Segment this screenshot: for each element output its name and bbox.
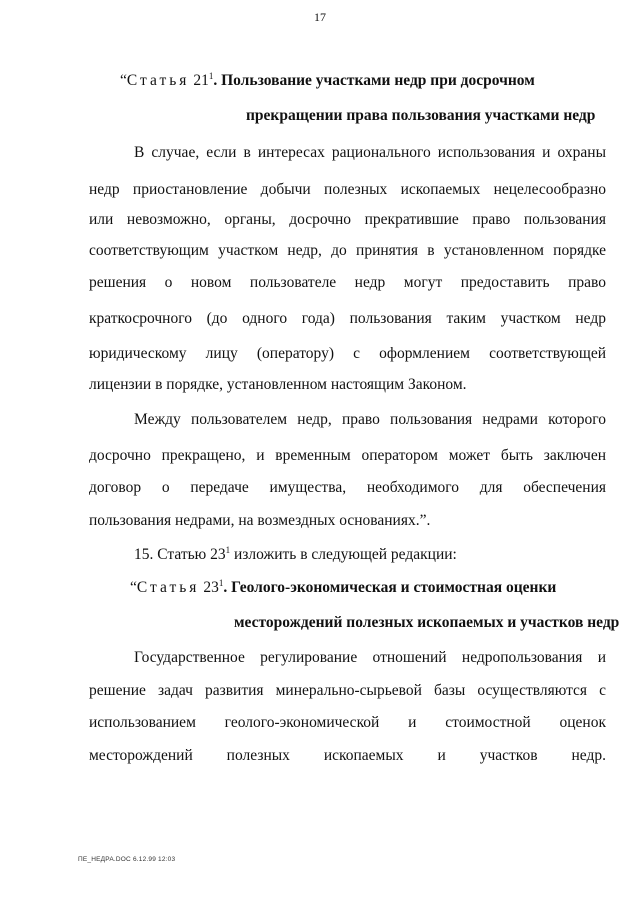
article-21-heading (120, 73, 535, 89)
article-23-title: . Геолого-экономическая и стоимостная оценки (223, 579, 557, 596)
paragraph-1-line: недр приостановление добычи полезных ископаемых нецелесообразно (89, 181, 606, 198)
paragraph-1-line: краткосрочного (до одного года) пользования таким участком недр (89, 310, 606, 327)
article-21-number: 21 (193, 72, 209, 89)
item-15-sup: 1 (225, 545, 231, 555)
paragraph-2-line: Между пользователем недр, право пользования недрами которого (134, 411, 606, 428)
paragraph-2-line: пользования недрами, на возмездных основаниях.”. (89, 512, 431, 529)
article-23-heading (130, 580, 556, 596)
paragraph-1-line: соответствующим участком недр, до принятия в установленном порядке (89, 242, 606, 259)
article-23-sup: 1 (218, 578, 224, 588)
article-23-title-continuation (234, 615, 619, 631)
article-21-open-quote: “ (120, 72, 127, 89)
article-21-title-continuation (246, 108, 595, 124)
paragraph-1-line: юридическому лицу (оператору) с оформлением соответствующей (89, 345, 606, 362)
article-23-prefix: Статья (136, 579, 200, 596)
paragraph-2-line: договор о передаче имущества, необходимого для обеспечения (89, 479, 606, 496)
article-23-title-cont: месторождений полезных ископаемых и участков недр (234, 614, 620, 631)
article-21-prefix: Статья (126, 72, 190, 89)
paragraph-1-line: или невозможно, органы, досрочно прекратившие право пользования (89, 211, 606, 228)
paragraph-2-line: досрочно прекращено, и временным оператором может быть заключен (89, 447, 606, 464)
paragraph-1-line: лицензии в порядке, установленном настоящим Законом. (89, 376, 467, 393)
item-15-after: изложить в следующей редакции: (230, 546, 457, 563)
paragraph-3-line: Государственное регулирование отношений недропользования и (134, 649, 606, 666)
article-21-sup: 1 (208, 71, 214, 81)
page-number: 17 (314, 10, 326, 24)
footer-filename: ПЕ_НЕДРА.DOC 6.12.99 12:03 (78, 856, 176, 863)
item-15 (134, 547, 457, 563)
paragraph-3-line: месторождений полезных ископаемых и участков недр. (89, 747, 606, 764)
paragraph-1-line: В случае, если в интересах рационального использования и охраны (134, 144, 606, 161)
item-15-before: 15. Статью 23 (134, 546, 226, 563)
article-21-title-cont: прекращении права пользования участками недр (246, 107, 596, 124)
paragraph-3-line: использованием геолого-экономической и стоимостной оценок (89, 714, 606, 731)
paragraph-3-line: решение задач развития минерально-сырьевой базы осуществляются с (89, 682, 606, 699)
article-23-number: 23 (203, 579, 219, 596)
article-23-open-quote: “ (130, 579, 137, 596)
article-21-title: . Пользование участками недр при досрочном (213, 72, 535, 89)
paragraph-1-line: решения о новом пользователе недр могут предоставить право (89, 274, 606, 291)
